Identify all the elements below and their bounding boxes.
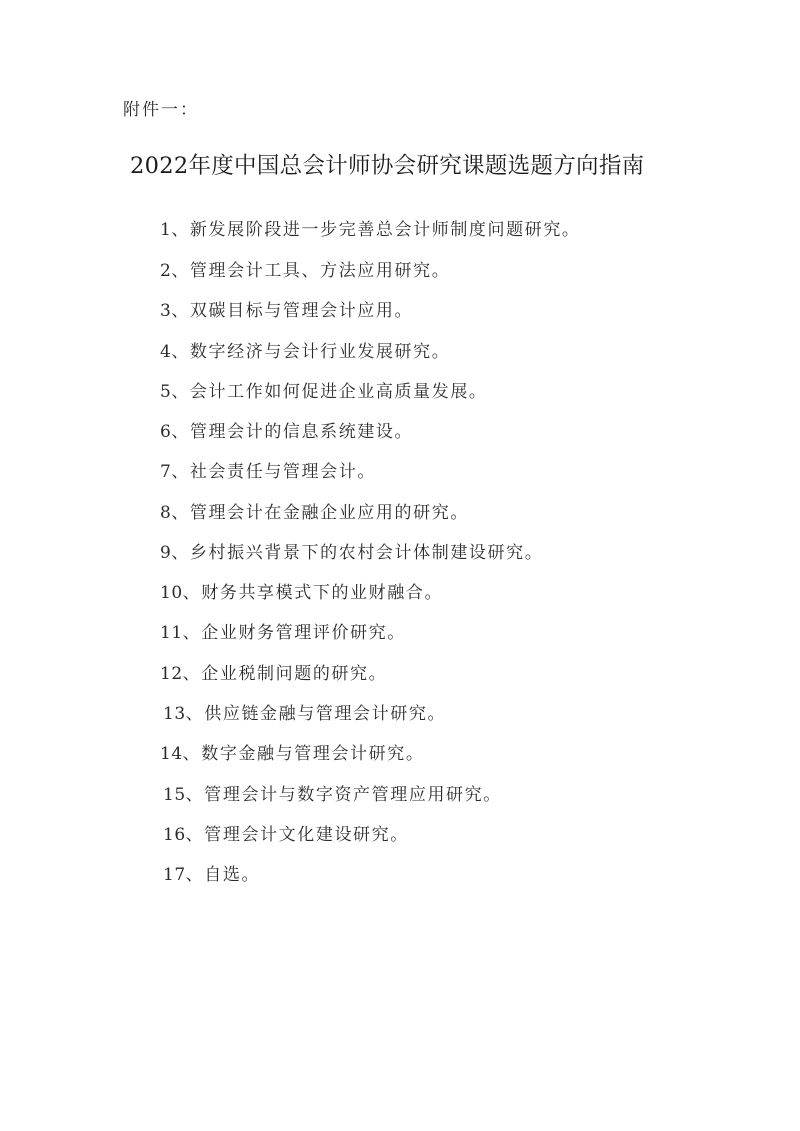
attachment-label: 附件一： xyxy=(123,100,199,120)
topic-number: 11 xyxy=(160,623,183,643)
list-item xyxy=(160,259,450,283)
topic-number: 9 xyxy=(160,543,172,563)
topic-number: 8 xyxy=(160,503,172,523)
topic-number: 13 xyxy=(163,704,186,724)
topic-number: 2 xyxy=(160,261,172,281)
list-item xyxy=(160,501,469,525)
topic-number: 5 xyxy=(160,382,172,402)
topic-number: 7 xyxy=(160,462,172,482)
topic-text: 、企业税制问题的研究。 xyxy=(182,664,388,684)
list-item xyxy=(160,218,581,242)
list-item xyxy=(160,420,413,444)
list-item xyxy=(163,863,260,887)
list-item xyxy=(160,380,488,404)
document-title: 2022年度中国总会计师协会研究课题选题方向指南 xyxy=(130,153,645,179)
list-item xyxy=(160,621,406,645)
list-item xyxy=(163,823,409,847)
topic-text: 、管理会计在金融企业应用的研究。 xyxy=(171,503,469,523)
topic-text: 、财务共享模式下的业财融合。 xyxy=(182,583,444,603)
topic-number: 6 xyxy=(160,422,172,442)
topic-number: 4 xyxy=(160,342,172,362)
topic-text: 、自选。 xyxy=(185,865,261,885)
topic-text: 、管理会计与数字资产管理应用研究。 xyxy=(185,785,502,805)
topic-number: 14 xyxy=(160,744,183,764)
list-item xyxy=(163,702,446,726)
topic-number: 16 xyxy=(163,825,186,845)
topic-text: 、管理会计的信息系统建设。 xyxy=(171,422,414,442)
topic-text: 、社会责任与管理会计。 xyxy=(171,462,376,482)
list-item xyxy=(160,340,450,364)
list-item xyxy=(160,541,543,565)
topic-text: 、数字金融与管理会计研究。 xyxy=(182,744,425,764)
topic-text: 、乡村振兴背景下的农村会计体制建设研究。 xyxy=(171,543,544,563)
list-item xyxy=(160,299,413,323)
topic-number: 15 xyxy=(163,785,186,805)
topic-text: 、管理会计文化建设研究。 xyxy=(185,825,409,845)
list-item xyxy=(163,783,502,807)
topic-text: 、新发展阶段进一步完善总会计师制度问题研究。 xyxy=(171,220,581,240)
topic-number: 3 xyxy=(160,301,172,321)
topic-number: 17 xyxy=(163,865,186,885)
topic-number: 1 xyxy=(160,220,172,240)
topic-text: 、会计工作如何促进企业高质量发展。 xyxy=(171,382,488,402)
list-item xyxy=(160,460,376,484)
topic-number: 12 xyxy=(160,664,183,684)
list-item xyxy=(160,581,443,605)
topic-text: 、数字经济与会计行业发展研究。 xyxy=(171,342,451,362)
topic-number: 10 xyxy=(160,583,183,603)
list-item xyxy=(160,742,424,766)
list-item xyxy=(160,662,387,686)
topic-text: 、企业财务管理评价研究。 xyxy=(182,623,406,643)
topic-text: 、双碳目标与管理会计应用。 xyxy=(171,301,414,321)
topic-text: 、供应链金融与管理会计研究。 xyxy=(185,704,447,724)
topic-text: 、管理会计工具、方法应用研究。 xyxy=(171,261,451,281)
